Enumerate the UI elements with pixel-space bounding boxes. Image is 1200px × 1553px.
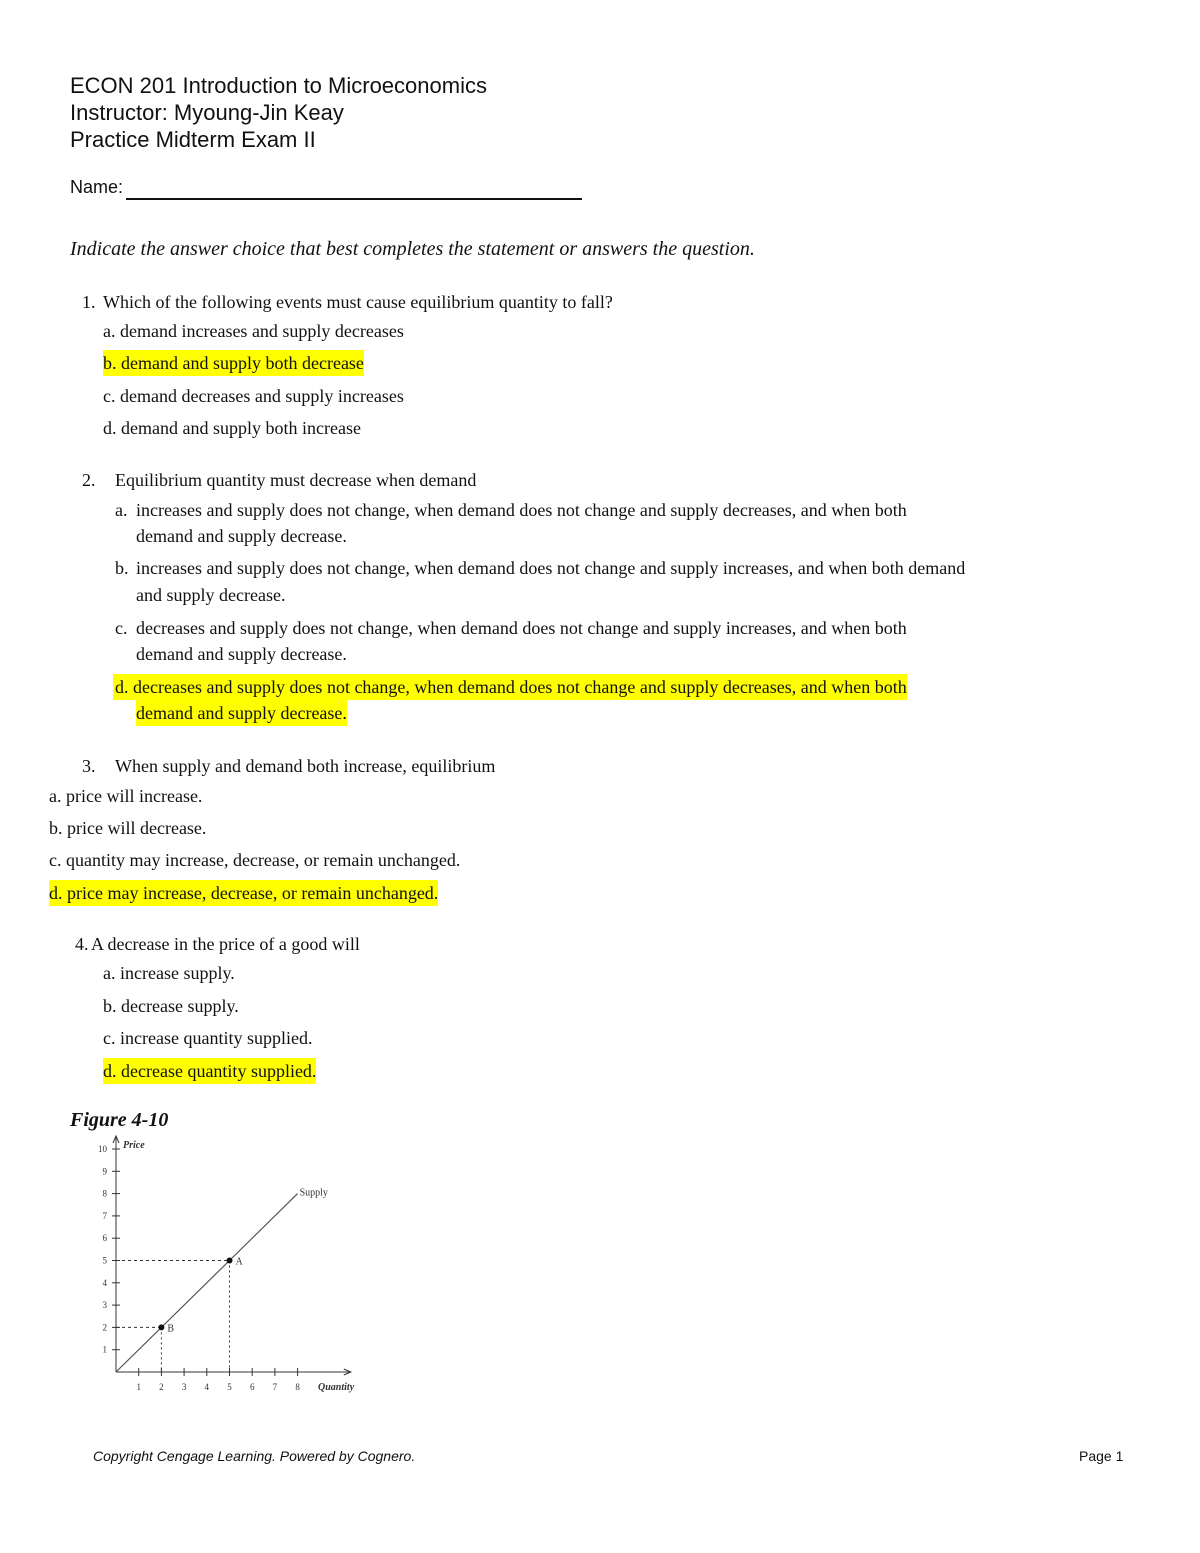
question-number: 2. [82, 470, 96, 490]
point-b [158, 1324, 164, 1330]
exam-title: Practice Midterm Exam II [70, 127, 316, 152]
option-b-highlighted [103, 350, 364, 376]
name-blank-line [126, 198, 582, 200]
supply-chart [80, 1130, 380, 1405]
option-d-highlighted [49, 880, 438, 906]
footer-copyright: Copyright Cengage Learning. Powered by Cognero. [93, 1448, 416, 1464]
x-tick-label: 7 [272, 1382, 278, 1392]
y-tick-label: 4 [102, 1277, 107, 1288]
option-letter: c. [103, 386, 116, 406]
name-label: Name: [70, 177, 124, 197]
option-a [103, 318, 404, 344]
chart-labels [98, 1140, 355, 1393]
y-axis-title: Price [123, 1140, 145, 1151]
option-text: decrease supply. [121, 996, 239, 1016]
option-c [49, 847, 460, 873]
y-tick-label: 6 [102, 1233, 107, 1244]
y-tick-label: 2 [102, 1322, 107, 1333]
option-d-highlighted-line2: demand and supply decrease. [136, 700, 347, 726]
option-text: demand decreases and supply increases [120, 386, 404, 406]
question-stem: When supply and demand both increase, equilibrium [115, 756, 496, 776]
point-label-a: A [235, 1256, 243, 1268]
option-c-line2: demand and supply decrease. [136, 644, 347, 664]
option-text: price will decrease. [67, 818, 207, 838]
option-letter: d. [49, 883, 63, 903]
y-tick-label: 1 [102, 1344, 107, 1355]
option-letter: d. [103, 418, 117, 438]
y-tick-label: 9 [102, 1166, 107, 1177]
option-text: decrease quantity supplied. [121, 1061, 317, 1081]
y-tick-label: 10 [98, 1144, 107, 1154]
option-text: increase quantity supplied. [120, 1028, 313, 1048]
course-title: ECON 201 Introduction to Microeconomics [70, 73, 487, 98]
option-letter: a. [103, 963, 116, 983]
x-axis-title: Quantity [318, 1382, 355, 1393]
option-a-line2: demand and supply decrease. [136, 526, 347, 546]
option-d [103, 415, 361, 441]
option-a [49, 783, 202, 809]
x-tick-label: 1 [136, 1382, 141, 1392]
option-c [103, 383, 404, 409]
option-text: demand and supply both increase [121, 418, 361, 438]
option-letter: c. [49, 850, 62, 870]
option-text: price may increase, decrease, or remain unchanged. [67, 883, 439, 903]
x-tick-label: 5 [227, 1382, 232, 1392]
y-tick-label: 3 [102, 1300, 107, 1311]
option-letter: b. [103, 996, 117, 1016]
option-letter: b. [49, 818, 63, 838]
point-label-b: B [167, 1323, 175, 1335]
option-letter: a. [49, 786, 62, 806]
question-number: 1. [82, 292, 96, 312]
point-a [227, 1258, 233, 1264]
x-tick-label: 6 [249, 1382, 255, 1392]
instructions: Indicate the answer choice that best completes the statement or answers the question. [70, 238, 755, 260]
option-c-letter: c. [115, 618, 128, 638]
option-text: demand and supply both decrease [121, 353, 364, 373]
x-tick-label: 4 [204, 1382, 210, 1392]
option-b-line2: and supply decrease. [136, 585, 286, 605]
option-text: quantity may increase, decrease, or remain unchanged. [66, 850, 461, 870]
y-tick-label: 5 [102, 1255, 107, 1266]
supply-label: Supply [299, 1187, 328, 1199]
option-text: price will increase. [66, 786, 203, 806]
x-tick-label: 2 [159, 1382, 164, 1392]
figure-title: Figure 4-10 [70, 1109, 169, 1131]
option-a [103, 960, 235, 986]
instructor-line: Instructor: Myoung-Jin Keay [70, 100, 344, 125]
option-letter: d. [103, 1061, 117, 1081]
question-number: 4. [75, 934, 89, 954]
y-tick-label: 7 [102, 1210, 107, 1221]
option-letter: a. [103, 321, 116, 341]
option-letter: b. [103, 353, 117, 373]
option-text: decreases and supply does not change, when demand does not change and supply decreases, and when both [133, 677, 907, 697]
option-b-line1: increases and supply does not change, when demand does not change and supply increases, and when both demand [136, 558, 966, 578]
page-number: Page 1 [1079, 1448, 1124, 1464]
option-d-highlighted [103, 1058, 316, 1084]
option-c-line1: decreases and supply does not change, when demand does not change and supply increases, and when both [136, 618, 907, 638]
option-b [103, 993, 239, 1019]
x-tick-label: 3 [181, 1382, 187, 1392]
question-stem: Which of the following events must cause equilibrium quantity to fall? [103, 292, 613, 312]
y-tick-label: 8 [102, 1188, 107, 1199]
x-tick-label: 8 [295, 1382, 300, 1392]
option-c [103, 1025, 312, 1051]
chart-series [116, 1194, 298, 1372]
option-letter: c. [103, 1028, 116, 1048]
option-text: demand increases and supply decreases [120, 321, 404, 341]
option-a-letter: a. [115, 500, 128, 520]
option-text: increase supply. [120, 963, 235, 983]
option-letter: d. [115, 677, 129, 697]
question-stem: Equilibrium quantity must decrease when demand [115, 470, 477, 490]
option-d-highlighted-line1 [113, 674, 907, 700]
option-b-letter: b. [115, 558, 129, 578]
supply-line [116, 1194, 298, 1372]
option-a-line1: increases and supply does not change, when demand does not change and supply decreases, and when both [136, 500, 907, 520]
option-b [49, 815, 206, 841]
question-stem: A decrease in the price of a good will [91, 934, 360, 954]
question-number: 3. [82, 756, 96, 776]
